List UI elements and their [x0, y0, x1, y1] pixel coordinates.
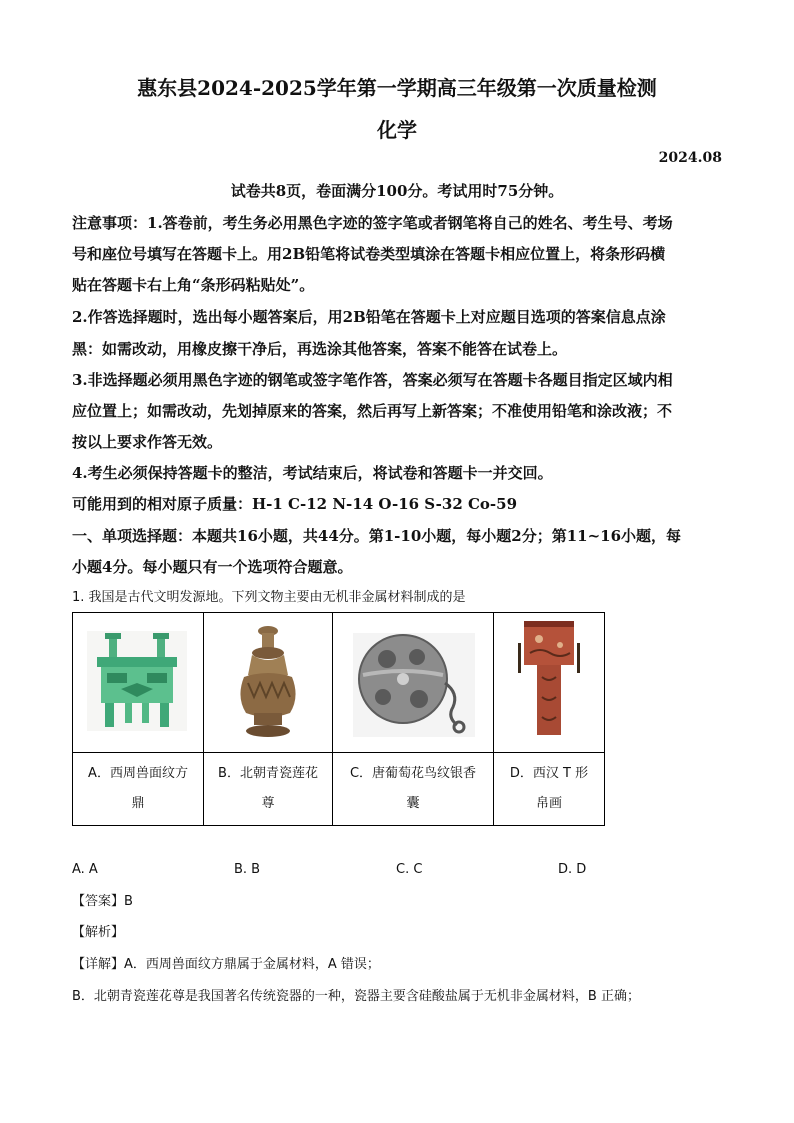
section-heading-line-2: 小题4分。每小题只有一个选项符合题意。	[72, 558, 353, 576]
artifact-image-a	[73, 613, 204, 753]
artifact-caption-a: A．西周兽面纹方 鼎	[73, 753, 204, 826]
notes-line-5: 黑：如需改动，用橡皮擦干净后，再选涂其他答案，答案不能答在试卷上。	[72, 340, 568, 358]
notes-line-8: 按以上要求作答无效。	[72, 433, 223, 451]
detail-label: 【详解】	[72, 957, 125, 972]
option-a: A. A	[72, 862, 98, 877]
artifact-caption-d: D．西汉 T 形 帛画	[494, 753, 605, 826]
notes-line-7: 应位置上；如需改动，先划掉原来的答案，然后再写上新答案；不准使用铅笔和涂改液；不	[72, 402, 673, 420]
option-b: B. B	[234, 862, 261, 877]
detail-a-text: A．西周兽面纹方鼎属于金属材料，A 错误；	[124, 957, 380, 972]
section-heading-line-1: 一、单项选择题：本题共16小题，共44分。第1-10小题，每小题2分；第11~16小题，每	[72, 527, 682, 545]
detail-line-b: B．北朝青瓷莲花尊是我国著名传统瓷器的一种，瓷器主要含硅酸盐属于无机非金属材料，B 正确；	[72, 989, 640, 1004]
notes-line-1: 注意事项：1.答卷前，考生务必用黑色字迹的签字笔或者钢笔将自己的姓名、考生号、考场	[72, 214, 673, 232]
porcelain-zun-icon	[204, 613, 332, 748]
artifact-image-c	[333, 613, 494, 753]
notes-line-2: 号和座位号填写在答题卡上。用2B铅笔将试卷类型填涂在答题卡相应位置上，将条形码横	[72, 245, 666, 263]
exam-summary: 试卷共8页，卷面满分100分。考试用时75分钟。	[230, 182, 564, 200]
answer-value: B	[124, 894, 133, 909]
analysis-label: 【解析】	[72, 925, 125, 940]
notes-line-6: 3.非选择题必须用黑色字迹的钢笔或签字笔作答，答案必须写在答题卡各题目指定区域内相	[72, 371, 673, 389]
artifact-image-d	[494, 613, 605, 753]
detail-line-a	[72, 955, 722, 975]
artifact-image-b	[204, 613, 333, 753]
artifact-caption-b: B．北朝青瓷莲花 尊	[204, 753, 333, 826]
question-1-stem: 1. 我国是古代文明发源地。下列文物主要由无机非金属材料制成的是	[72, 590, 466, 605]
bronze-ding-icon	[73, 613, 203, 748]
answer-line	[72, 892, 722, 912]
exam-title: 惠东县2024-2025学年第一学期高三年级第一次质量检测	[137, 76, 657, 100]
notes-line-3: 贴在答题卡右上角“条形码粘贴处”。	[72, 276, 315, 294]
atomic-masses: 可能用到的相对原子质量：H-1 C-12 N-14 O-16 S-32 Co-59	[72, 495, 518, 513]
answer-label: 【答案】	[72, 894, 125, 909]
artifact-caption-c: C．唐葡萄花鸟纹银香 囊	[333, 753, 494, 826]
silk-painting-icon	[494, 613, 604, 748]
artifact-table	[72, 612, 605, 826]
notes-line-4: 2.作答选择题时，选出每小题答案后，用2B铅笔在答题卡上对应题目选项的答案信息点涂	[72, 308, 666, 326]
exam-date: 2024.08	[658, 150, 722, 166]
option-d: D. D	[558, 862, 587, 877]
option-c: C. C	[396, 862, 423, 877]
subject-title: 化学	[377, 118, 417, 142]
notes-line-9: 4.考生必须保持答题卡的整洁，考试结束后，将试卷和答题卡一并交回。	[72, 464, 553, 482]
silver-sachet-icon	[333, 613, 493, 748]
